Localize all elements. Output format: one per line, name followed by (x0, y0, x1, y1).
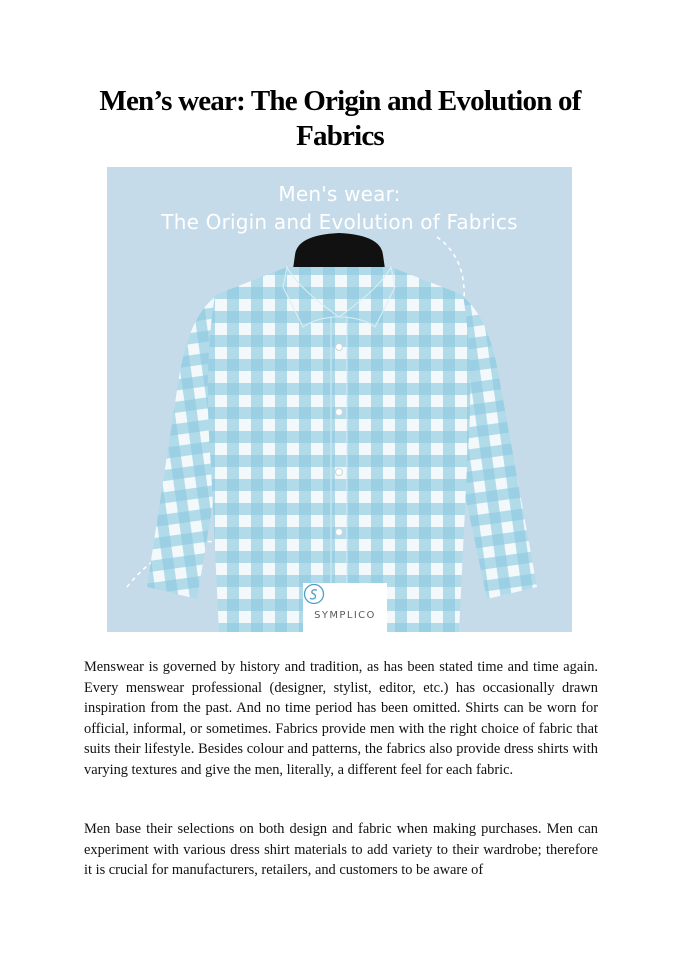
brand-name: SYMPLICO (314, 610, 376, 621)
shirt-button (336, 529, 343, 536)
shirt-button (336, 409, 343, 416)
symplico-logo-icon (303, 583, 325, 605)
hero-title-line2: The Origin and Evolution of Fabrics (161, 210, 518, 234)
body-paragraph: Men base their selections on both design and fabric when making purchases. Men can experiment with various dress shirt materials to add variety to their wardrobe; therefore it is crucial for manufacturers, retailers, and customers to be aware of (84, 821, 598, 878)
body-paragraph: Menswear is governed by history and tradition, as has been stated time and time again. Every menswear professional (designer, stylist, editor, etc.) has occasionally drawn inspiration from the past. And no time period has been omitted. Shirts can be worn for official, informal, or sometimes. Fabrics provide men with the right choice of fabric that suits their lifestyle. Besides colour and patterns, the fabrics also provide dress shirts with varying textures and give the men, literally, a different feel for each fabric. (84, 659, 598, 778)
hero-image (107, 167, 572, 632)
hero-title-line1: Men's wear: (278, 182, 401, 206)
shirt-illustration (107, 167, 572, 632)
shirt-button (336, 469, 343, 476)
page-title: Men’s wear: The Origin and Evolution of Fabrics (99, 85, 581, 152)
shirt-button (336, 344, 343, 351)
brand-badge (303, 583, 387, 632)
